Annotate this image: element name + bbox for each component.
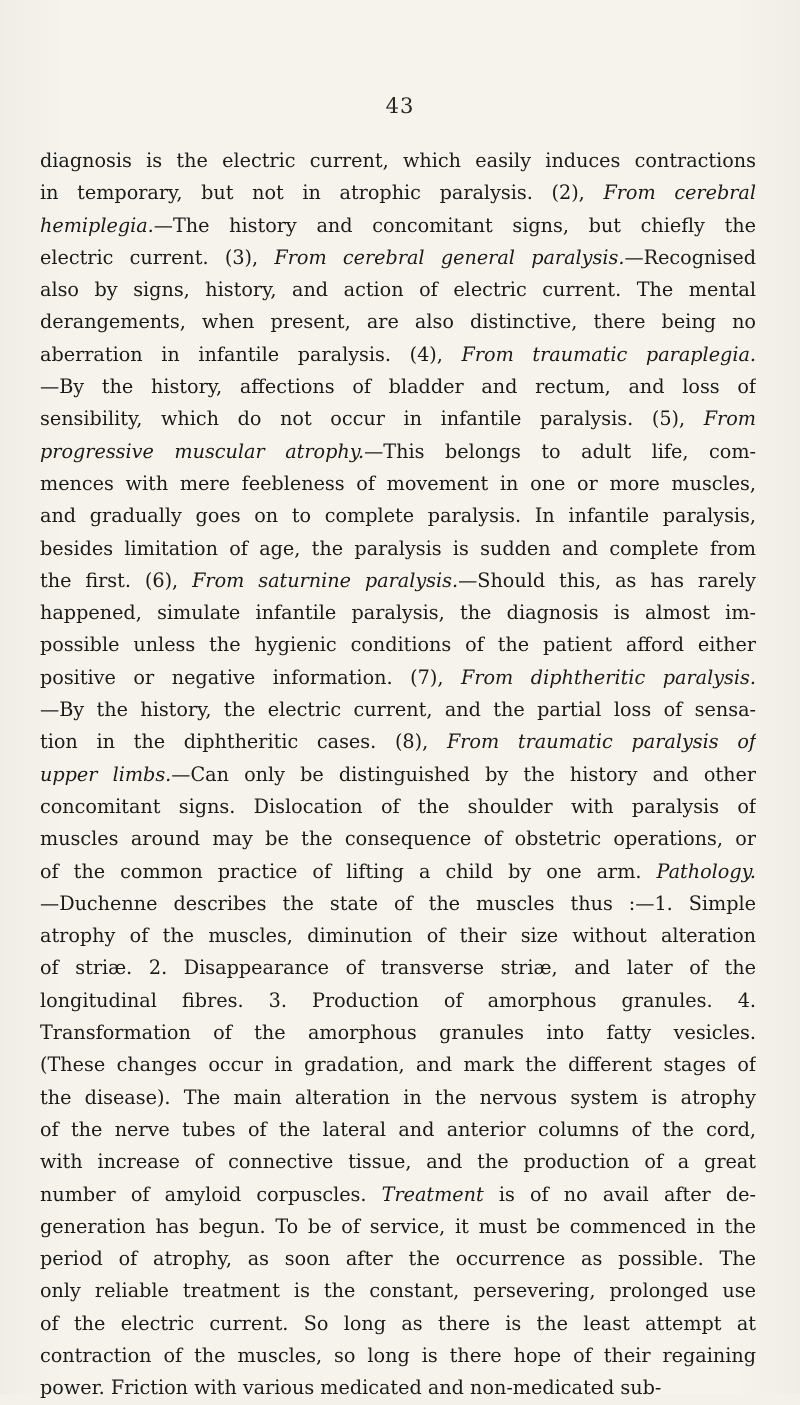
text-line xyxy=(40,1082,756,1114)
text-line xyxy=(40,952,756,984)
text-run: contraction of the muscles, so long is there hope of their regaining xyxy=(40,1343,756,1367)
text-run: sensibility, which do not occur in infantile paralysis. (5), xyxy=(40,407,704,431)
text-run: Transformation of the amorphous granules into fatty vesicles. xyxy=(40,1021,756,1045)
text-line xyxy=(40,1211,756,1243)
text-line xyxy=(40,468,756,500)
text-run: of the nerve tubes of the lateral and anterior columns of the cord, xyxy=(40,1117,756,1141)
text-run: atrophy of the muscles, diminution of their size without alteration xyxy=(40,924,756,948)
text-run: muscles around may be the consequence of obstetric operations, or xyxy=(40,827,756,851)
text-run: tion in the diphtheritic cases. (8), xyxy=(40,730,447,754)
text-run: number of amyloid corpuscles. xyxy=(40,1182,382,1206)
text-run: the first. (6), xyxy=(40,568,193,592)
text-run: (These changes occur in gradation, and mark the different stages of xyxy=(40,1053,756,1077)
text-line xyxy=(40,1340,756,1372)
text-line xyxy=(40,1275,756,1307)
text-line xyxy=(40,145,756,177)
italic-text: From cerebral general paralysis. xyxy=(274,245,625,269)
text-run: —Duchenne describes the state of the muscles thus :—1. Simple xyxy=(40,891,756,915)
page-number: 43 xyxy=(385,94,415,118)
text-line xyxy=(40,597,756,629)
italic-text: Treatment xyxy=(381,1182,484,1206)
text-run: possible unless the hygienic conditions of the patient afford either xyxy=(40,633,756,657)
text-run: —Recognised xyxy=(624,245,756,269)
text-line xyxy=(40,1372,756,1404)
body-text xyxy=(40,145,756,1405)
text-line xyxy=(40,306,756,338)
text-line xyxy=(40,1049,756,1081)
text-run: —Should this, as has rarely xyxy=(458,568,756,592)
italic-text: From traumatic paralysis of xyxy=(446,730,756,754)
italic-text: From saturnine paralysis. xyxy=(192,568,459,592)
text-run: is of no avail after de- xyxy=(483,1182,756,1206)
text-line xyxy=(40,565,756,597)
text-line xyxy=(40,533,756,565)
italic-text: From diphtheritic paralysis. xyxy=(461,665,756,689)
text-run: longitudinal fibres. 3. Production of amorphous granules. 4. xyxy=(40,988,756,1012)
text-run: happened, simulate infantile paralysis, the diagnosis is almost im- xyxy=(40,601,756,625)
text-run: of the electric current. So long as there is the least attempt at xyxy=(40,1311,756,1335)
italic-text: hemiplegia. xyxy=(40,213,154,237)
text-run: —The history and concomitant signs, but chiefly the xyxy=(153,213,756,237)
text-line xyxy=(40,1114,756,1146)
italic-text: From xyxy=(703,407,756,431)
text-run: power. Friction with various medicated and non-medicated sub- xyxy=(40,1376,662,1400)
text-line xyxy=(40,823,756,855)
text-line xyxy=(40,1308,756,1340)
text-line xyxy=(40,1017,756,1049)
text-line xyxy=(40,694,756,726)
text-run: electric current. (3), xyxy=(40,245,275,269)
text-line xyxy=(40,726,756,758)
text-line xyxy=(40,242,756,274)
italic-text: upper limbs. xyxy=(40,762,172,786)
text-run: of the common practice of lifting a child by one arm. xyxy=(40,859,657,883)
text-run: in temporary, but not in atrophic paralysis. (2), xyxy=(40,181,604,205)
text-run: derangements, when present, are also distinctive, there being no xyxy=(40,310,756,334)
text-line xyxy=(40,500,756,532)
text-run: —This belongs to adult life, com- xyxy=(364,439,756,463)
text-line xyxy=(40,210,756,242)
text-line xyxy=(40,436,756,468)
text-run: generation has begun. To be of service, it must be commenced in the xyxy=(40,1214,756,1238)
text-line xyxy=(40,1146,756,1178)
text-line xyxy=(40,403,756,435)
text-line xyxy=(40,1243,756,1275)
text-line xyxy=(40,791,756,823)
text-line xyxy=(40,662,756,694)
text-run: period of atrophy, as soon after the occurrence as possible. The xyxy=(40,1247,756,1271)
text-line xyxy=(40,920,756,952)
text-line xyxy=(40,888,756,920)
text-run: with increase of connective tissue, and the production of a great xyxy=(40,1150,756,1174)
italic-text: From cerebral xyxy=(603,181,756,205)
text-line xyxy=(40,274,756,306)
text-run: and gradually goes on to complete paralysis. In infantile paralysis, xyxy=(40,504,756,528)
text-line xyxy=(40,856,756,888)
text-run: diagnosis is the electric current, which easily induces contractions xyxy=(40,149,756,172)
text-run: of striæ. 2. Disappearance of transverse striæ, and later of the xyxy=(40,956,756,980)
text-line xyxy=(40,629,756,661)
text-line xyxy=(40,371,756,403)
text-run: mences with mere feebleness of movement in one or more muscles, xyxy=(40,471,756,495)
italic-text: From traumatic paraplegia. xyxy=(461,342,756,366)
text-run: also by signs, history, and action of electric current. The mental xyxy=(40,278,756,302)
italic-text: Pathology. xyxy=(656,859,756,883)
text-run: —Can only be distinguished by the history and other xyxy=(171,762,756,786)
text-run: only reliable treatment is the constant, persevering, prolonged use xyxy=(40,1279,756,1303)
text-run: the disease). The main alteration in the nervous system is atrophy xyxy=(40,1085,756,1109)
text-run: aberration in infantile paralysis. (4), xyxy=(40,342,462,366)
text-run: besides limitation of age, the paralysis is sudden and complete from xyxy=(40,536,756,560)
text-line xyxy=(40,339,756,371)
text-run: positive or negative information. (7), xyxy=(40,665,461,689)
text-run: concomitant signs. Dislocation of the shoulder with paralysis of xyxy=(40,794,756,818)
text-run: —By the history, the electric current, and the partial loss of sensa- xyxy=(40,698,756,722)
italic-text: progressive muscular atrophy. xyxy=(40,439,365,463)
text-line xyxy=(40,985,756,1017)
text-line xyxy=(40,759,756,791)
text-line xyxy=(40,177,756,209)
text-run: —By the history, affections of bladder and rectum, and loss of xyxy=(40,375,756,399)
text-line xyxy=(40,1179,756,1211)
